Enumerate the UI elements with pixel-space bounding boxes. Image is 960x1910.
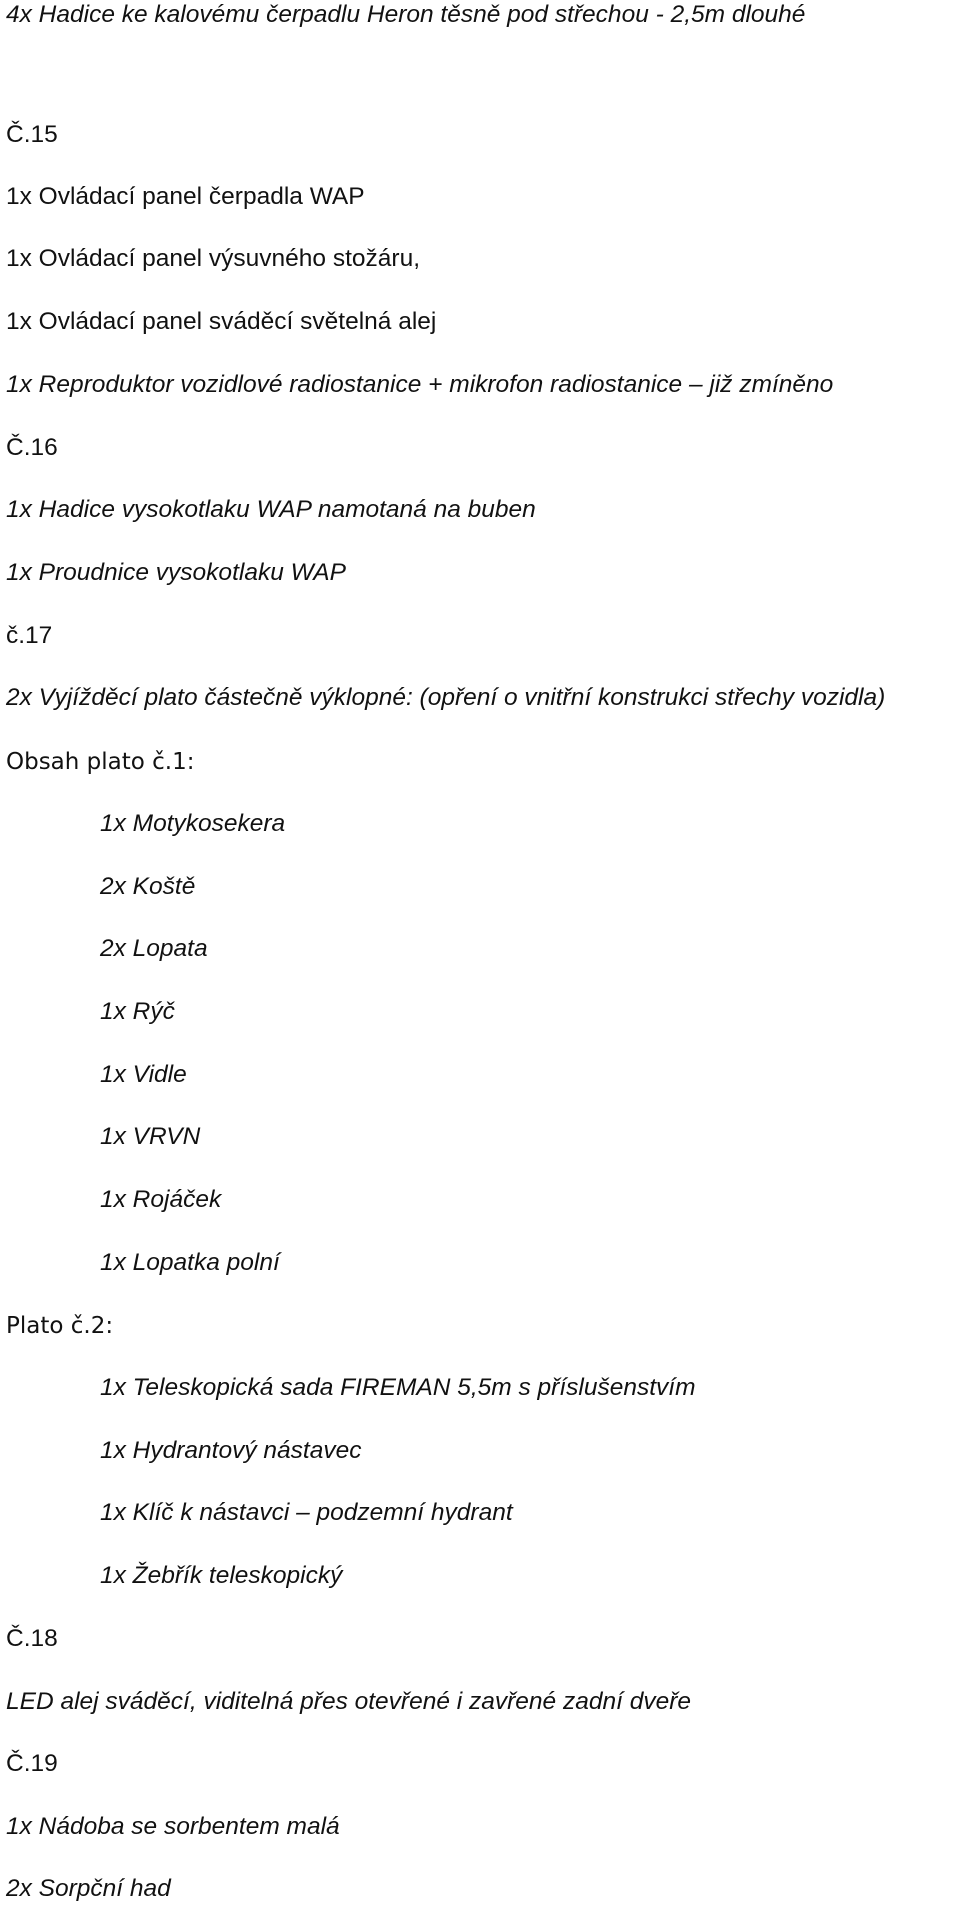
subheading-plato-2: Plato č.2: [6, 1313, 114, 1339]
text-line-nadoba-sorbent: 1x Nádoba se sorbentem malá [6, 1813, 340, 1840]
list-item: 1x Motykosekera [100, 810, 286, 837]
section-heading-18: Č.18 [6, 1625, 58, 1652]
section-heading-19: Č.19 [6, 1750, 58, 1777]
list-item: 1x VRVN [100, 1123, 201, 1150]
text-line-led-alej: LED alej sváděcí, viditelná přes otevřené i zavřené zadní dveře [6, 1688, 692, 1715]
text-line-sorpcni-had: 2x Sorpční had [6, 1875, 171, 1902]
list-item: 2x Lopata [100, 935, 208, 962]
section-heading-15: Č.15 [6, 121, 58, 148]
text-line-reproduktor: 1x Reproduktor vozidlové radiostanice + mikrofon radiostanice – již zmíněno [6, 371, 834, 398]
list-item: 1x Klíč k nástavci – podzemní hydrant [100, 1499, 513, 1526]
text-line-hadice-kalove: 4x Hadice ke kalovému čerpadlu Heron těsně pod střechou - 2,5m dlouhé [6, 1, 806, 28]
list-item: 1x Rojáček [100, 1186, 222, 1213]
subheading-plato-1: Obsah plato č.1: [6, 749, 195, 775]
list-item: 1x Rýč [100, 998, 175, 1025]
list-item: 1x Žebřík teleskopický [100, 1562, 343, 1589]
text-line-proudnice: 1x Proudnice vysokotlaku WAP [6, 559, 346, 586]
text-line-hadice-vysokotlaku: 1x Hadice vysokotlaku WAP namotaná na buben [6, 496, 536, 523]
list-item: 2x Koště [100, 873, 196, 900]
text-line-panel-stozaru: 1x Ovládací panel výsuvného stožáru, [6, 245, 421, 272]
list-item: 1x Teleskopická sada FIREMAN 5,5m s příslušenstvím [100, 1374, 696, 1401]
list-item: 1x Lopatka polní [100, 1249, 280, 1276]
text-line-panel-alej: 1x Ovládací panel sváděcí světelná alej [6, 308, 437, 335]
text-line-vyjizdeci-plato: 2x Vyjížděcí plato částečně výklopné: (opření o vnitřní konstrukci střechy vozidla) [6, 684, 886, 711]
text-line-panel-cerpadla: 1x Ovládací panel čerpadla WAP [6, 183, 365, 210]
list-item: 1x Vidle [100, 1061, 187, 1088]
list-item: 1x Hydrantový nástavec [100, 1437, 362, 1464]
section-heading-16: Č.16 [6, 434, 58, 461]
section-heading-17: č.17 [6, 622, 53, 649]
